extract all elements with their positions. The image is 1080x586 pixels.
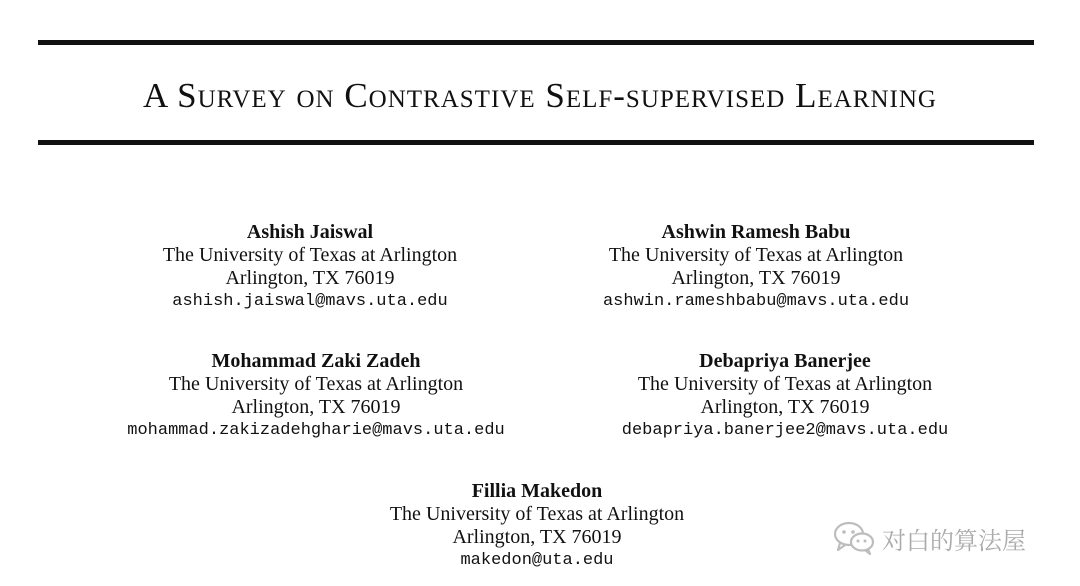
author-email: debapriya.banerjee2@mavs.uta.edu: [621, 421, 949, 440]
author-affiliation: The University of Texas at Arlington: [637, 373, 933, 395]
author-name: Debapriya Banerjee: [699, 350, 871, 372]
author-block: [516, 221, 996, 314]
wechat-icon: [832, 520, 876, 556]
author-email: ashwin.rameshbabu@mavs.uta.edu: [602, 292, 910, 311]
author-location: Arlington, TX 76019: [225, 267, 395, 289]
author-email: makedon@uta.edu: [460, 551, 614, 570]
author-location: Arlington, TX 76019: [671, 267, 841, 289]
watermark-text: 对白的算法屋: [882, 526, 1026, 555]
author-name: Ashwin Ramesh Babu: [661, 221, 851, 243]
author-location: Arlington, TX 76019: [700, 396, 870, 418]
author-email: mohammad.zakizadehgharie@mavs.uta.edu: [127, 421, 505, 440]
author-block: [545, 350, 1025, 443]
author-block: [70, 221, 550, 314]
author-affiliation: The University of Texas at Arlington: [389, 503, 685, 525]
author-name: Ashish Jaiswal: [246, 221, 374, 243]
author-email: ashish.jaiswal@mavs.uta.edu: [172, 292, 448, 311]
author-block: [76, 350, 556, 443]
title-bottom-rule: [38, 140, 1034, 145]
author-block: [297, 480, 777, 573]
title-top-rule: [38, 40, 1034, 45]
author-affiliation: The University of Texas at Arlington: [168, 373, 464, 395]
author-name: Mohammad Zaki Zadeh: [211, 350, 421, 372]
paper-title: A Survey on Contrastive Self-supervised Learning: [143, 76, 937, 115]
author-affiliation: The University of Texas at Arlington: [162, 244, 458, 266]
author-location: Arlington, TX 76019: [452, 526, 622, 548]
watermark: [832, 520, 1026, 556]
author-location: Arlington, TX 76019: [231, 396, 401, 418]
author-affiliation: The University of Texas at Arlington: [608, 244, 904, 266]
author-name: Fillia Makedon: [471, 480, 603, 502]
